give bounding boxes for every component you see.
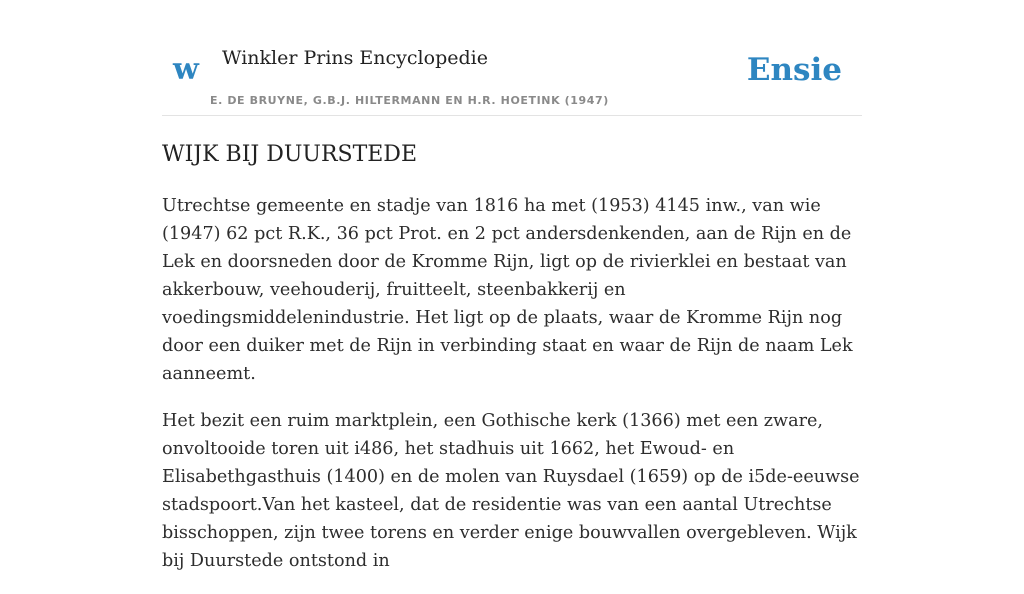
article-paragraph: Het bezit een ruim marktplein, een Gothische kerk (1366) met een zware, onvoltooide toren uit i486, het stadhuis uit 1662, het Ewoud- en Elisabethgasthuis (1400) en de molen van Ruysdael (1659) op de i5de-eeuwse stadspoort.Van het kasteel, dat de residentie was van een aantal Utrechtse bisschoppen, zijn twee torens en verder enige bouwvallen overgebleven. Wijk bij Duurstede ontstond in — [162, 411, 860, 571]
book-authors: E. DE BRUYNE, G.B.J. HILTERMANN EN H.R. HOETINK (1947) — [210, 94, 609, 107]
page — [162, 0, 862, 571]
book-title[interactable]: Winkler Prins Encyclopedie — [222, 47, 488, 69]
article-paragraph: Utrechtse gemeente en stadje van 1816 ha met (1953) 4145 inw., van wie (1947) 62 pct R.K., 36 pct Prot. en 2 pct andersdenkenden, aan de Rijn en de Lek en doorsneden door de Kromme Rijn, ligt op de rivierklei en bestaat van akkerbouw, veehouderij, fruitteelt, steenbakkerij en voedingsmiddelenindustrie. Het ligt op de plaats, waar de Kromme Rijn nog door een duiker met de Rijn in verbinding staat en waar de Rijn de naam Lek aanneemt. — [162, 196, 853, 384]
encyclopedia-logo-icon[interactable]: w — [173, 52, 199, 87]
site-logo-link[interactable]: Ensie — [746, 52, 842, 88]
article-body — [162, 192, 862, 594]
page-header — [162, 0, 862, 116]
article-title: WIJK BIJ DUURSTEDE — [162, 142, 418, 167]
